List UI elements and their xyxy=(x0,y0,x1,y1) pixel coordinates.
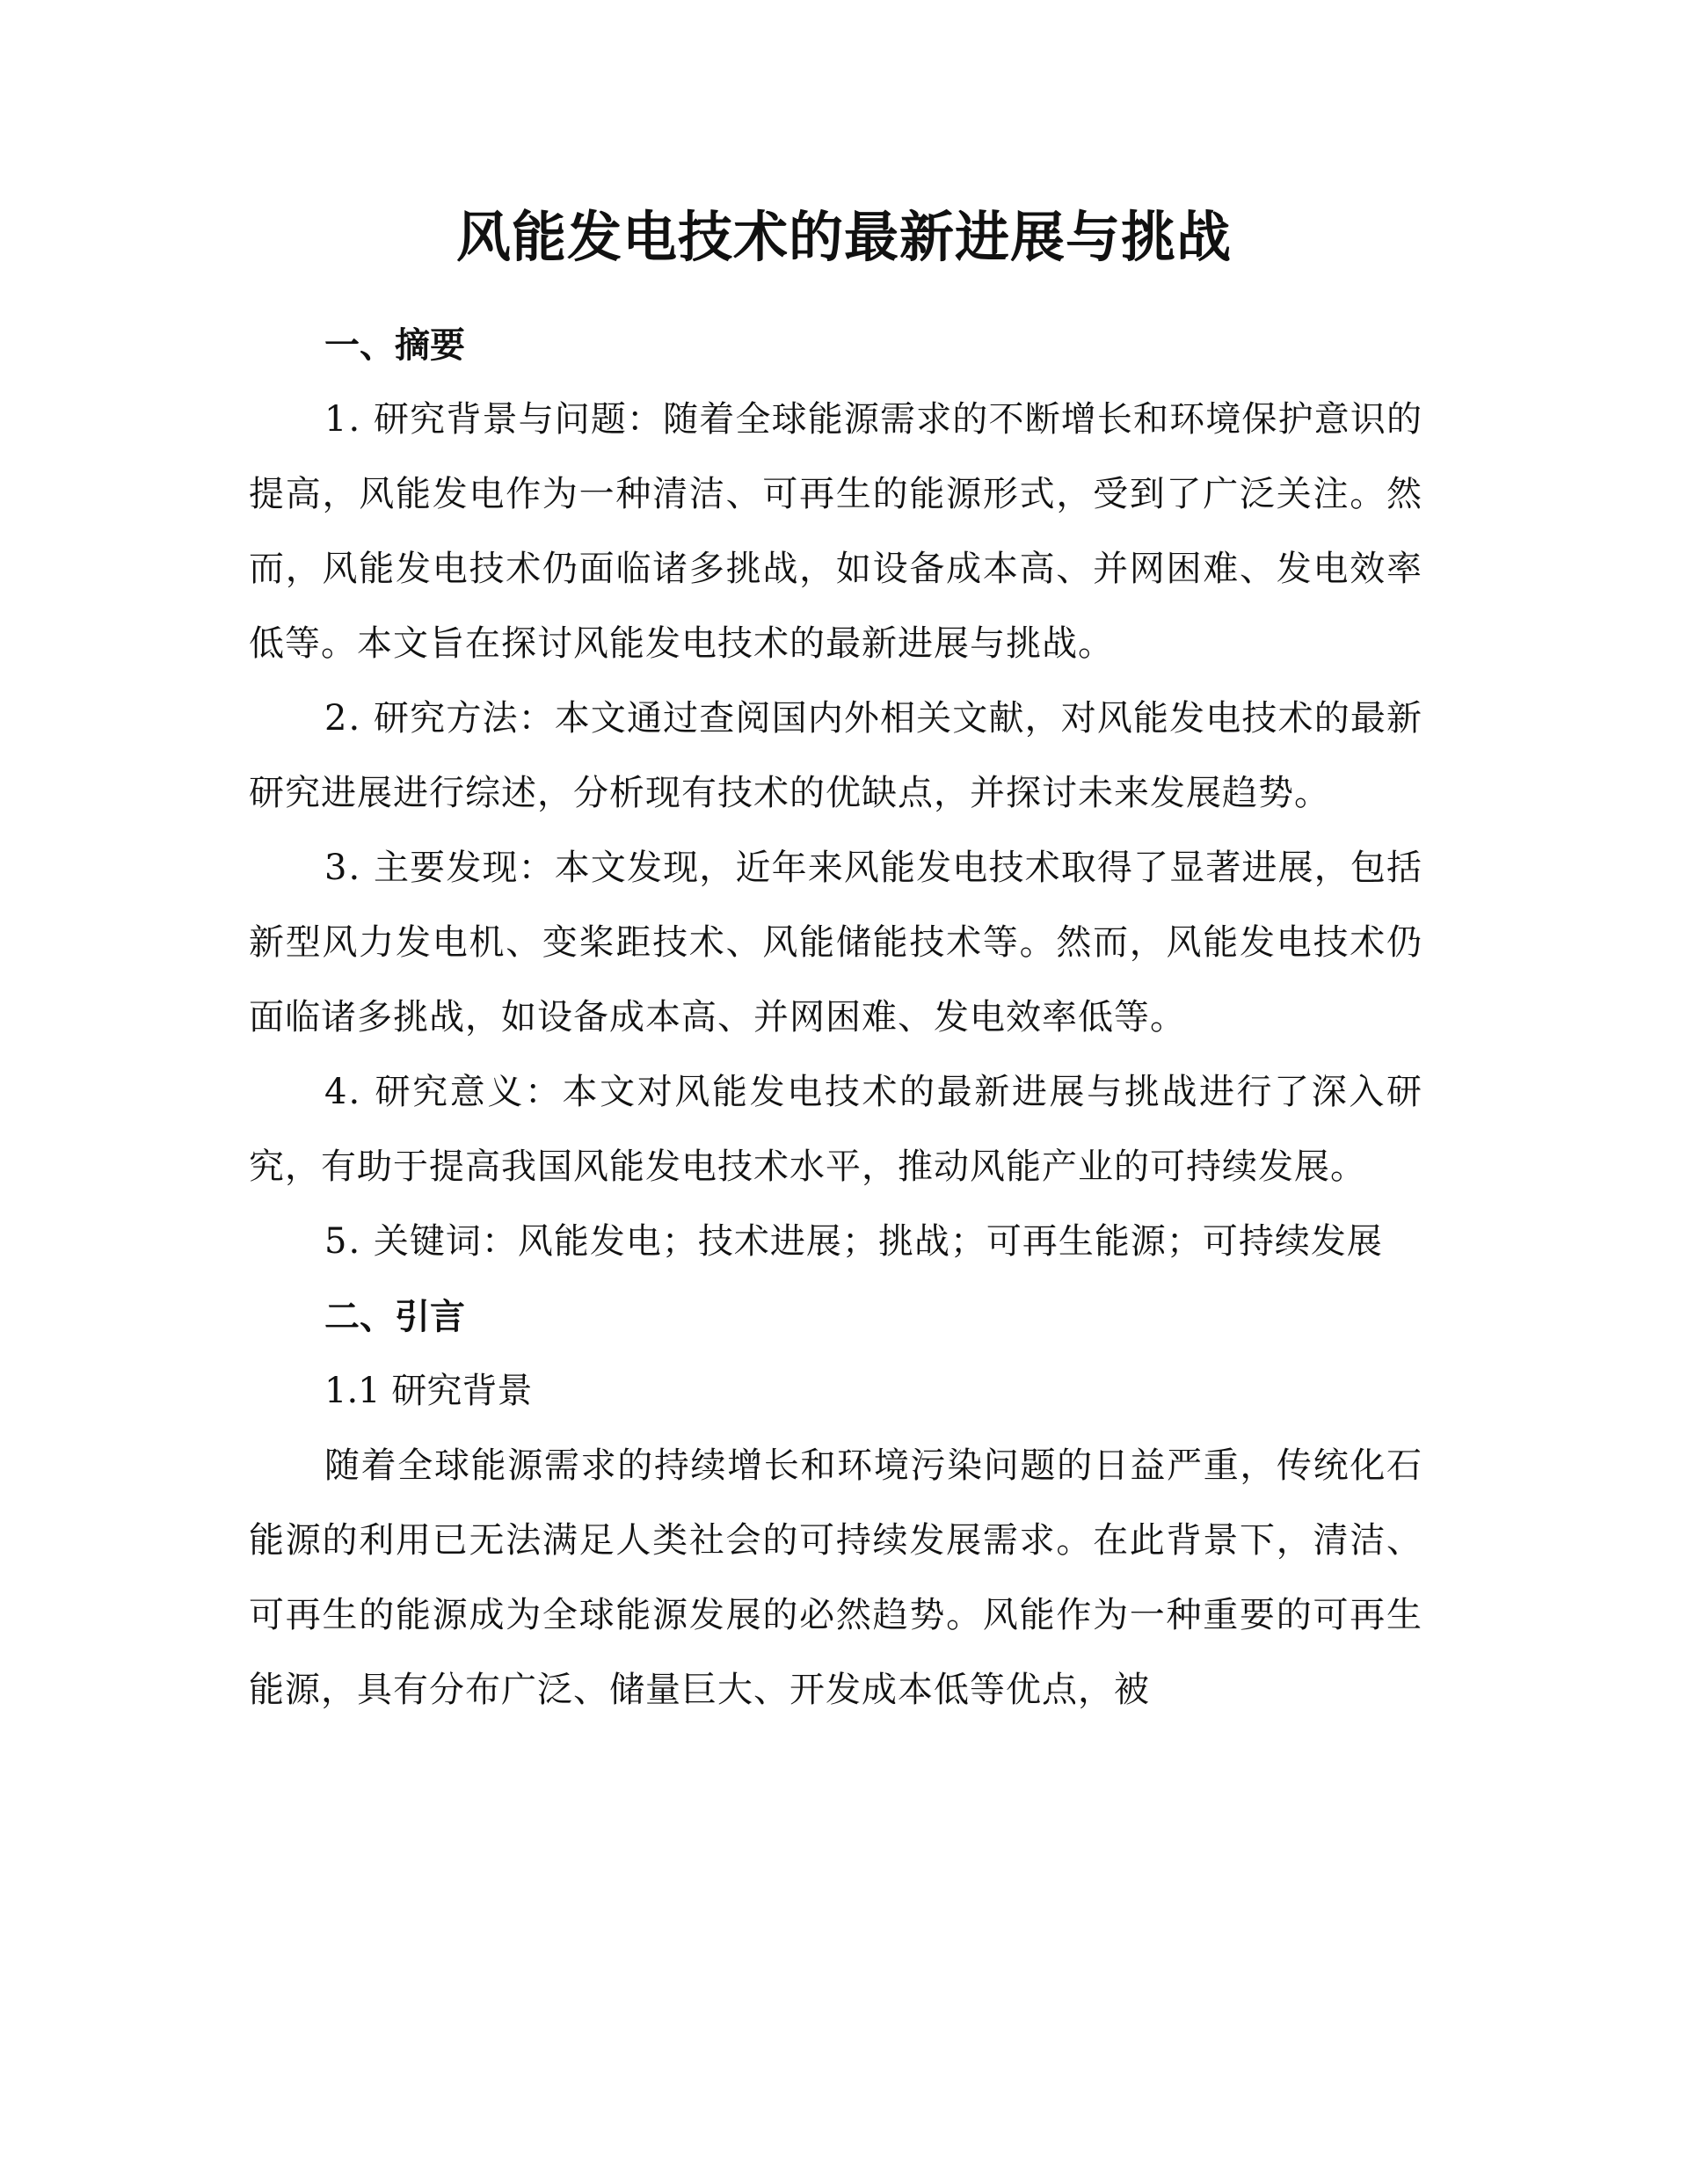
abstract-item-text: 主要发现：本文发现，近年来风能发电技术取得了显著进展，包括新型风力发电机、变桨距技术、风能储能技术等。然而，风能发电技术仍面临诸多挑战，如设备成本高、并网困难、发电效率低等。 xyxy=(249,848,1422,1037)
abstract-item-text: 研究背景与问题：随着全球能源需求的不断增长和环境保护意识的提高，风能发电作为一种清洁、可再生的能源形式，受到了广泛关注。然而，风能发电技术仍面临诸多挑战，如设备成本高、并网困难、发电效率低等。本文旨在探讨风能发电技术的最新进展与挑战。 xyxy=(249,399,1422,664)
introduction-heading: 二、引言 xyxy=(324,1296,465,1337)
abstract-item-number: 3. xyxy=(324,848,362,888)
abstract-item-4 xyxy=(249,1055,1422,1205)
abstract-item-number: 1. xyxy=(324,399,362,440)
research-background-paragraph: 随着全球能源需求的持续增长和环境污染问题的日益严重，传统化石能源的利用已无法满足人类社会的可持续发展需求。在此背景下，清洁、可再生的能源成为全球能源发展的必然趋势。风能作为一种重要的可再生能源，具有分布广泛、储量巨大、开发成本低等优点，被 xyxy=(249,1445,1422,1710)
document-body xyxy=(249,308,1422,1728)
abstract-item-5 xyxy=(249,1205,1422,1279)
abstract-item-number: 5. xyxy=(324,1221,362,1262)
abstract-item-text: 关键词：风能发电；技术进展；挑战；可再生能源；可持续发展 xyxy=(373,1221,1383,1262)
document-title: 风能发电技术的最新进展与挑战 xyxy=(455,205,1232,269)
abstract-item-text: 研究意义：本文对风能发电技术的最新进展与挑战进行了深入研究，有助于提高我国风能发电技术水平，推动风能产业的可持续发展。 xyxy=(249,1072,1422,1187)
abstract-item-3 xyxy=(249,831,1422,1055)
abstract-item-2 xyxy=(249,681,1422,831)
abstract-item-number: 4. xyxy=(324,1072,362,1112)
abstract-item-1 xyxy=(249,382,1422,681)
abstract-heading: 一、摘要 xyxy=(324,324,465,366)
abstract-item-text: 研究方法：本文通过查阅国内外相关文献，对风能发电技术的最新研究进展进行综述，分析现有技术的优缺点，并探讨未来发展趋势。 xyxy=(249,698,1422,813)
research-background-heading: 1.1 研究背景 xyxy=(324,1371,533,1411)
abstract-item-number: 2. xyxy=(324,698,362,739)
